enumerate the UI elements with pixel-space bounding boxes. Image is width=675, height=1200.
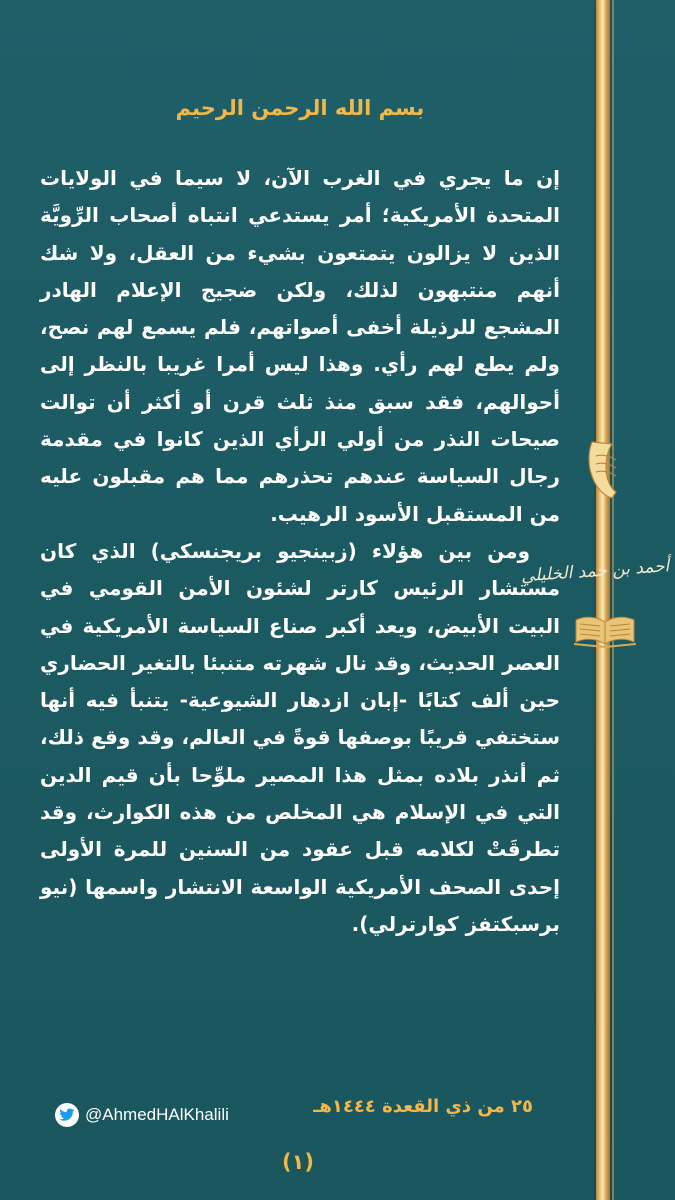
paragraph-2: ومن بين هؤلاء (زبينجيو بريجنسكي) الذي كان مستشار الرئيس كارتر لشئون الأمن القومي في البيت الأبيض، ويعد أكبر صناع السياسة الأمريكية في العصر الحديث، وقد نال شهرته متنبئا بالتغير الحضاري حين ألف كتابًا -إبان ازدهار الشيوعية- يتنبأ فيه أنها ستختفي قريبًا بوصفها قوةً في العالم، وقد وقع ذلك، ثم أنذر بلاده بمثل هذا المصير ملوِّحا بأن قيم الدين التي في الإسلام هي المخلص من هذه الكوارث، وقد تطرقَتْ لكلامه قبل عقود من السنين للمرة الأولى إحدى الصحف الأمريكية الواسعة الانتشار واسمها (نيو برسبكتفز كوارترلي).: [40, 538, 560, 936]
article-body: [40, 160, 560, 943]
signature: أحمد بن حمد الخليلي: [520, 556, 670, 587]
twitter-bird-icon: [55, 1103, 79, 1127]
open-book-icon: [572, 614, 638, 648]
hand-grip-icon: [586, 432, 622, 502]
paragraph-1: إن ما يجري في الغرب الآن، لا سيما في الولايات المتحدة الأمريكية؛ أمر يستدعي انتباه أصحاب الرِّويَّة الذين لا يزالون يتمتعون بشيء من العقل، ولا شك أنهم منتبهون لذلك، ولكن ضجيج الإعلام الهادر المشجع للرذيلة أخفى أصواتهم، فلم يسمع لهم نصح، ولم يطع لهم رأي. وهذا ليس أمرا غريبا بالنظر إلى أحوالهم، فقد سبق منذ ثلث قرن أو أكثر أن توالت صيحات النذر من أولي الرأي الذين كانوا في مقدمة رجال السياسة عندهم تحذرهم مما هم مقبلون عليه من المستقبل الأسود الرهيب.: [40, 166, 560, 526]
social-handle[interactable]: [55, 1103, 229, 1127]
twitter-handle-text[interactable]: @AhmedHAlKhalili: [85, 1105, 229, 1124]
basmala-heading: بسم الله الرحمن الرحيم: [175, 96, 425, 120]
date-label: ٢٥ من ذي القعدة ١٤٤٤هـ: [313, 1096, 533, 1117]
page-number: (١): [281, 1150, 315, 1174]
